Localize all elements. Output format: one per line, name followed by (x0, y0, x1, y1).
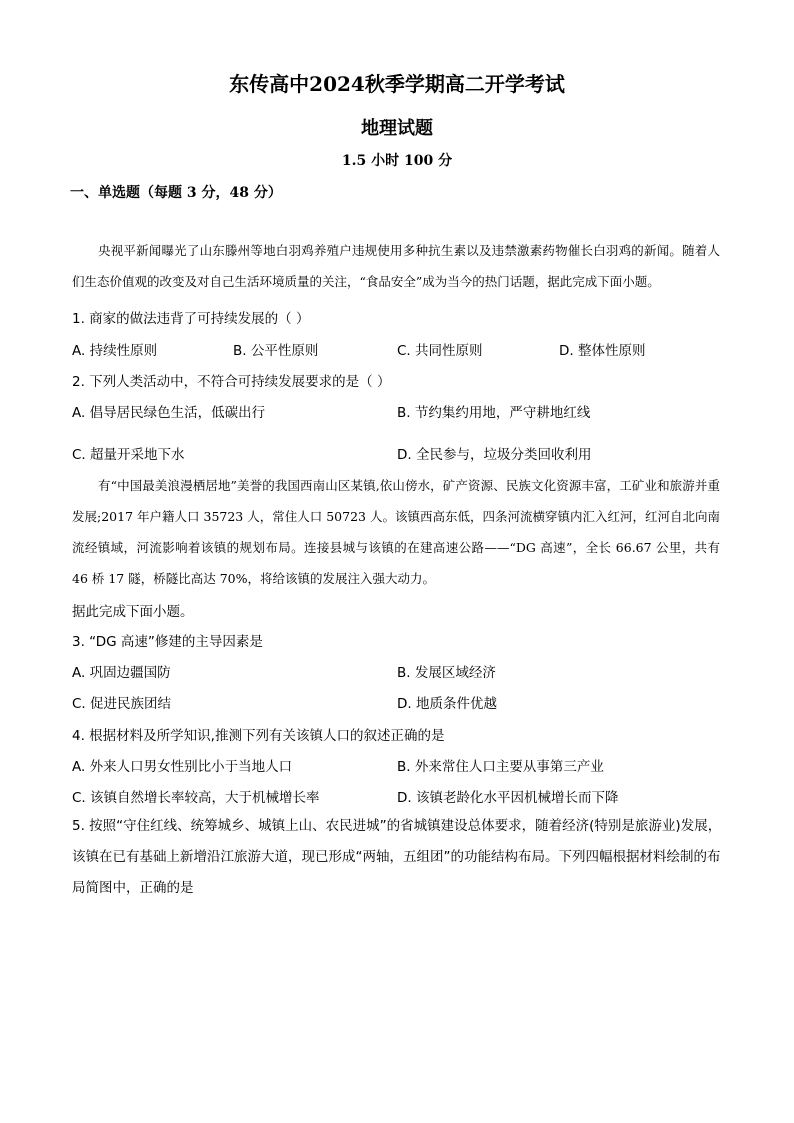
question-stem: 3. “DG 高速”修建的主导因素是 (72, 634, 263, 650)
option-d: D. 该镇老龄化水平因机械增长而下降 (397, 790, 619, 806)
option-b: B. 外来常住人口主要从事第三产业 (397, 759, 604, 775)
question-stem: 1. 商家的做法违背了可持续发展的（ ） (72, 311, 310, 327)
exam-meta: 1.5 小时 100 分 (341, 153, 453, 169)
option-a: A. 倡导居民绿色生活，低碳出行 (72, 405, 266, 421)
option-b: B. 节约集约用地，严守耕地红线 (397, 405, 591, 421)
option-c: C. 促进民族团结 (72, 696, 172, 712)
instruction-text: 据此完成下面小题。 (72, 604, 194, 620)
option-b: B. 发展区域经济 (397, 665, 496, 681)
option-c: C. 共同性原则 (397, 343, 483, 359)
material-passage: 央视平新闻曝光了山东滕州等地白羽鸡养殖户违规使用多种抗生素以及违禁激素药物催长白羽鸡的新闻。随着人们生态价值观的改变及对自己生活环境质量的关注，“食品安全”成为当今的热门话题，据此完成下面小题。 (72, 243, 720, 289)
section-heading: 一、单选题（每题 3 分，48 分） (70, 185, 282, 201)
option-a: A. 巩固边疆国防 (72, 665, 171, 681)
subject-title: 地理试题 (361, 118, 433, 139)
option-d: D. 地质条件优越 (397, 696, 497, 712)
option-a: A. 外来人口男女性别比小于当地人口 (72, 759, 293, 775)
exam-title: 东传高中2024秋季学期高二开学考试 (229, 72, 565, 96)
option-d: D. 全民参与，垃圾分类回收利用 (397, 447, 592, 463)
question-stem: 4. 根据材料及所学知识,推测下列有关该镇人口的叙述正确的是 (72, 728, 445, 744)
option-d: D. 整体性原则 (559, 343, 646, 359)
option-c: C. 超量开采地下水 (72, 447, 185, 463)
option-b: B. 公平性原则 (233, 343, 319, 359)
question-stem: 2. 下列人类活动中，不符合可持续发展要求的是（ ） (72, 374, 391, 390)
option-a: A. 持续性原则 (72, 343, 158, 359)
material-passage: 有“中国最美浪漫栖居地”美誉的我国西南山区某镇,依山傍水，矿产资源、民族文化资源丰富，工矿业和旅游并重发展;2017 年户籍人口 35723 人，常住人口 50723 人。该镇西高东低，四条河流横穿镇内汇入红河，红河自北向南流经镇域，河流影响着该镇的规划布局。连接县城与该镇的在建高速公路——“DG 高速”，全长 66.67 公里，共有 46 桥 17 隧，桥隧比高达 70%，将给该镇的发展注入强大动力。 (72, 478, 720, 586)
option-c: C. 该镇自然增长率较高，大于机械增长率 (72, 790, 320, 806)
question-stem: 5. 按照“守住红线、统筹城乡、城镇上山、农民进城”的省城镇建设总体要求，随着经济(特别是旅游业)发展，该镇在已有基础上新增沿江旅游大道，现已形成“两轴，五组团”的功能结构布局。下列四幅根据材料绘制的布局简图中，正确的是 (72, 818, 722, 896)
